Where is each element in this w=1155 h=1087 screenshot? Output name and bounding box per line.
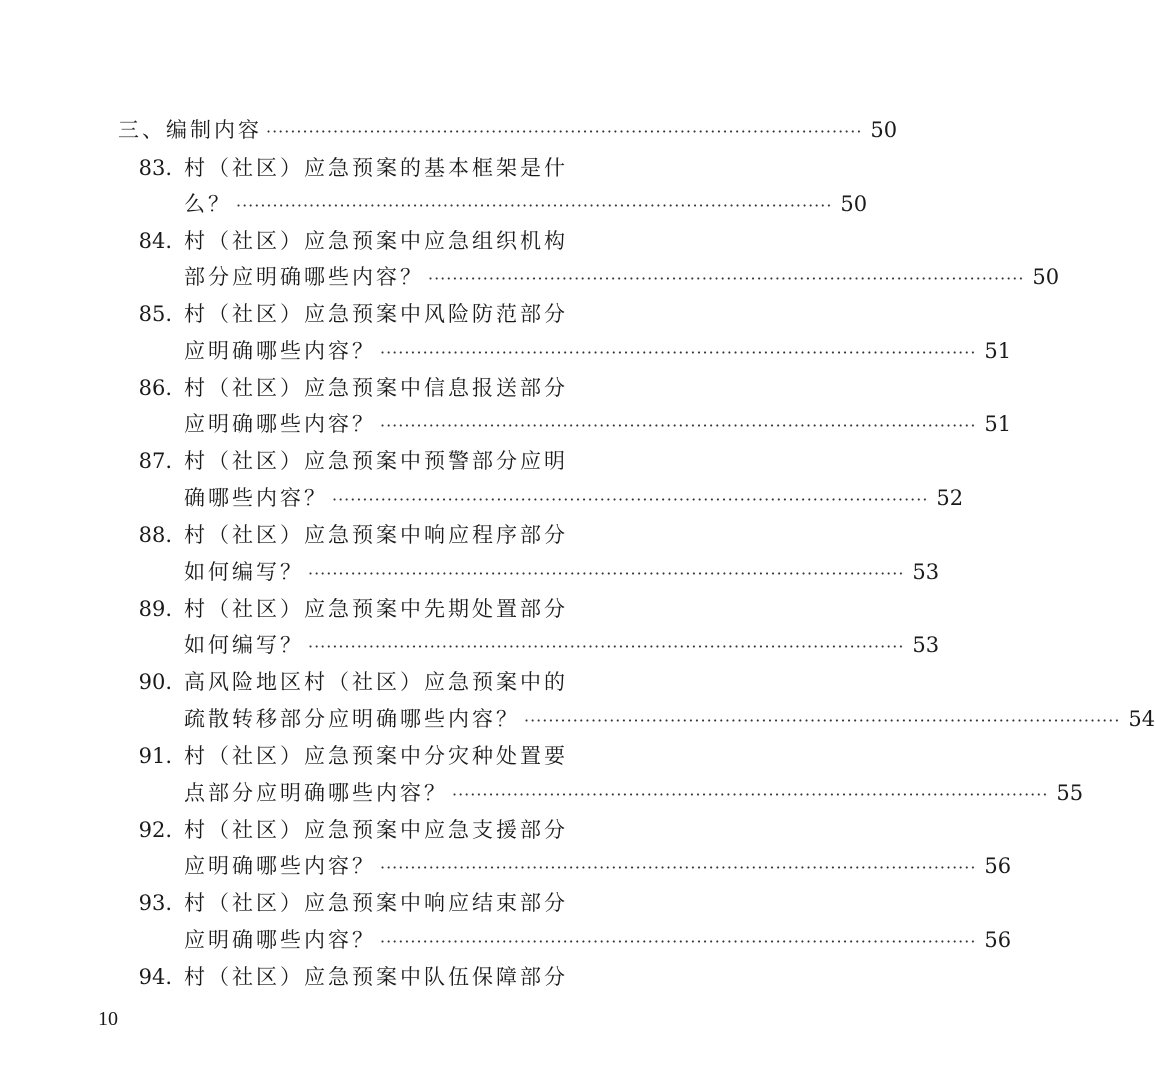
entry-title-line1: 村（社区）应急预案中分灾种处置要 [184, 744, 568, 768]
toc-entry-92-cont[interactable] [184, 848, 1012, 884]
toc-entry-86[interactable] [130, 370, 638, 406]
dot-leader: ·································································································· [308, 637, 905, 656]
dot-leader: ·································································································· [524, 711, 1121, 730]
entry-title-line1: 村（社区）应急预案中预警部分应明 [184, 449, 568, 473]
toc-entry-93-cont[interactable] [184, 922, 1012, 958]
toc-entry-84[interactable] [130, 223, 638, 259]
entry-title-line1: 村（社区）应急预案的基本框架是什 [184, 156, 568, 180]
toc-section-heading[interactable] [118, 112, 898, 148]
entry-title-line1: 村（社区）应急预案中风险防范部分 [184, 302, 568, 326]
entry-number: 83. [138, 156, 172, 180]
section-title: 三、编制内容 [118, 118, 262, 142]
entry-title-line2: 应明确哪些内容？ [184, 412, 376, 436]
section-page-number: 50 [870, 118, 898, 142]
dot-leader: ·································································································· [380, 858, 977, 877]
entry-title-line1: 村（社区）应急预案中队伍保障部分 [184, 965, 568, 989]
entry-title-line1: 村（社区）应急预案中应急组织机构 [184, 229, 568, 253]
entry-page-number: 53 [912, 560, 940, 584]
entry-page-number: 54 [1128, 707, 1155, 731]
toc-entry-83-cont[interactable] [184, 186, 868, 222]
entry-title-line2: 如何编写？ [184, 560, 304, 584]
entry-title-line1: 高风险地区村（社区）应急预案中的 [184, 670, 568, 694]
entry-title-line2: 确哪些内容？ [184, 486, 328, 510]
entry-page-number: 52 [936, 486, 964, 510]
entry-page-number: 56 [984, 928, 1012, 952]
toc-entry-89[interactable] [130, 591, 638, 627]
entry-page-number: 56 [984, 854, 1012, 878]
entry-title-line2: 如何编写？ [184, 633, 304, 657]
entry-page-number: 51 [984, 412, 1012, 436]
toc-entry-86-cont[interactable] [184, 406, 1012, 442]
toc-entry-89-cont[interactable] [184, 627, 940, 663]
dot-leader: ·································································································· [428, 269, 1025, 288]
entry-number: 85. [138, 302, 172, 326]
entry-title-line1: 村（社区）应急预案中应急支援部分 [184, 818, 568, 842]
entry-title-line1: 村（社区）应急预案中先期处置部分 [184, 597, 568, 621]
toc-entry-94[interactable] [130, 959, 638, 995]
entry-number: 87. [138, 449, 172, 473]
dot-leader: ·································································································· [266, 122, 863, 141]
toc-entry-91[interactable] [130, 738, 638, 774]
dot-leader: ·································································································· [308, 564, 905, 583]
toc-entry-87-cont[interactable] [184, 480, 964, 516]
entry-title-line2: 点部分应明确哪些内容？ [184, 781, 448, 805]
entry-title-line2: 么？ [184, 192, 232, 216]
entry-page-number: 50 [840, 192, 868, 216]
entry-title-line1: 村（社区）应急预案中响应程序部分 [184, 523, 568, 547]
toc-entry-91-cont[interactable] [184, 775, 1084, 811]
entry-number: 92. [138, 818, 172, 842]
toc-entry-90[interactable] [130, 664, 638, 700]
entry-number: 88. [138, 523, 172, 547]
toc-entry-85-cont[interactable] [184, 333, 1012, 369]
dot-leader: ·································································································· [452, 785, 1049, 804]
entry-page-number: 53 [912, 633, 940, 657]
toc-entry-93[interactable] [130, 885, 638, 921]
entry-number: 91. [138, 744, 172, 768]
entry-number: 94. [138, 965, 172, 989]
entry-title-line2: 应明确哪些内容？ [184, 339, 376, 363]
entry-title-line2: 应明确哪些内容？ [184, 928, 376, 952]
toc-entry-85[interactable] [130, 296, 638, 332]
toc-entry-88[interactable] [130, 517, 638, 553]
toc-entry-88-cont[interactable] [184, 554, 940, 590]
toc-entry-87[interactable] [130, 443, 638, 479]
toc-entry-92[interactable] [130, 812, 638, 848]
entry-number: 84. [138, 229, 172, 253]
entry-title-line1: 村（社区）应急预案中信息报送部分 [184, 376, 568, 400]
entry-page-number: 50 [1032, 265, 1060, 289]
entry-page-number: 51 [984, 339, 1012, 363]
entry-number: 86. [138, 376, 172, 400]
entry-title-line2: 疏散转移部分应明确哪些内容？ [184, 707, 520, 731]
toc-entry-90-cont[interactable] [184, 701, 1155, 737]
page-folio: 10 [98, 1008, 118, 1030]
entry-number: 89. [138, 597, 172, 621]
entry-number: 90. [138, 670, 172, 694]
dot-leader: ·································································································· [380, 416, 977, 435]
entry-number: 93. [138, 891, 172, 915]
dot-leader: ·································································································· [332, 490, 929, 509]
toc-entry-84-cont[interactable] [184, 259, 1060, 295]
entry-title-line1: 村（社区）应急预案中响应结束部分 [184, 891, 568, 915]
toc-entry-83[interactable] [130, 150, 638, 186]
dot-leader: ·································································································· [236, 196, 833, 215]
entry-page-number: 55 [1056, 781, 1084, 805]
dot-leader: ·································································································· [380, 343, 977, 362]
entry-title-line2: 部分应明确哪些内容？ [184, 265, 424, 289]
entry-title-line2: 应明确哪些内容？ [184, 854, 376, 878]
dot-leader: ·································································································· [380, 932, 977, 951]
